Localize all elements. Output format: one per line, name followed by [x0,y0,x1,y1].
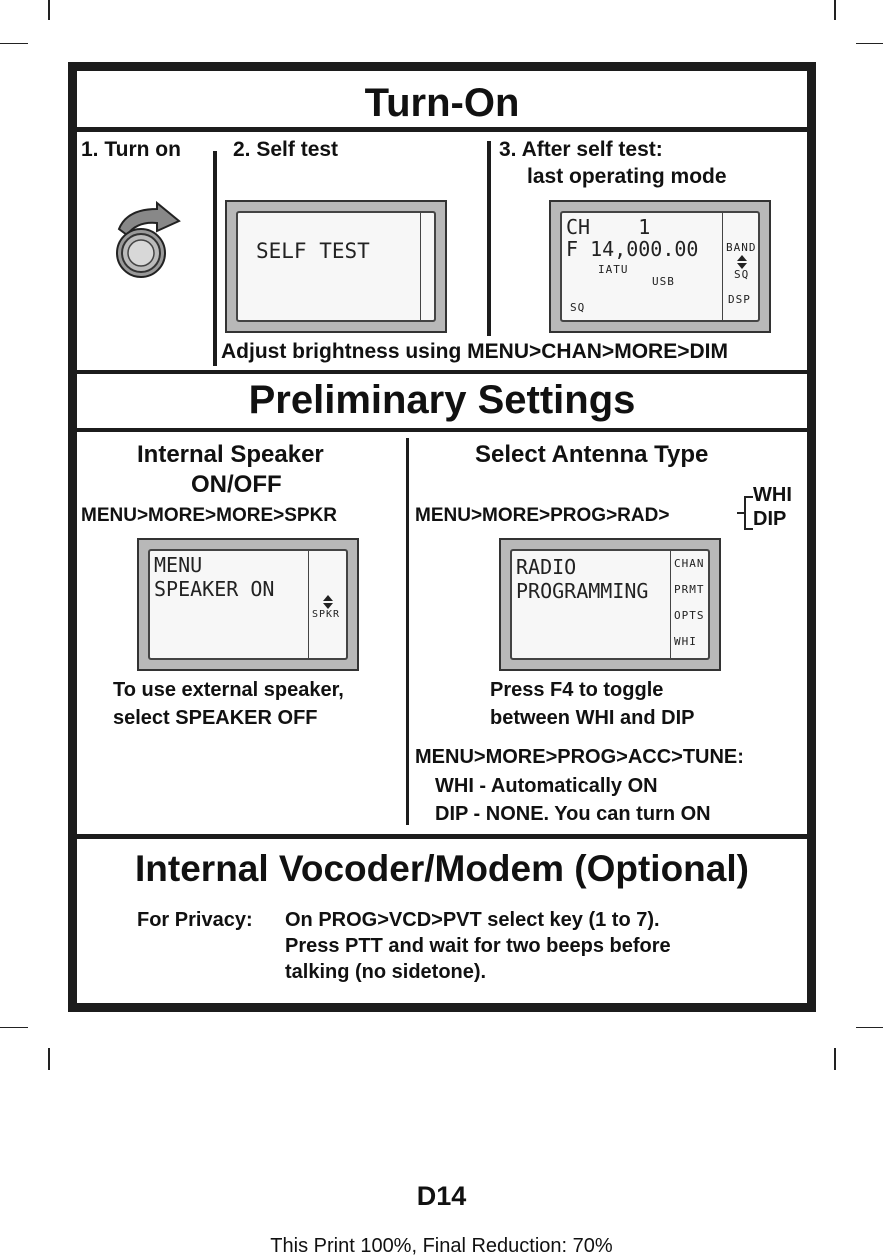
brightness-note: Adjust brightness using MENU>CHAN>MORE>DIM [221,340,728,363]
divider [77,370,807,374]
antenna-option-dip: DIP [753,508,787,530]
radio-display-line1: RADIO [516,555,577,579]
divider [213,151,217,366]
crop-mark [834,0,836,20]
speaker-note-line1: To use external speaker, [113,679,344,701]
display-separator [670,551,671,658]
antenna-menu-path: MENU>MORE>PROG>RAD> [415,505,670,526]
page-number: D14 [416,1181,467,1211]
turn-on-title: Turn-On [364,81,520,125]
up-down-arrow-icon [322,595,334,609]
tune-menu-path: MENU>MORE>PROG>ACC>TUNE: [415,746,744,768]
self-test-display [225,200,447,333]
frequency-readout: F 14,000.00 [566,237,699,261]
power-knob-icon [105,199,189,279]
up-down-arrow-icon [736,255,748,269]
sq-indicator: SQ [570,301,586,314]
softkey-sq: SQ [734,268,750,281]
softkey-dsp: DSP [728,293,751,306]
softkey-prmt: PRMT [674,583,705,596]
crop-mark [0,1027,28,1028]
softkey-opts: OPTS [674,609,705,622]
crop-mark [856,1027,883,1028]
speaker-display [137,538,359,671]
channel-readout: CH 1 [566,215,651,239]
speaker-note-line2: select SPEAKER OFF [113,707,318,729]
speaker-display-line2: SPEAKER ON [154,577,275,601]
crop-mark [834,1048,836,1070]
antenna-note-line1: Press F4 to toggle [490,679,664,701]
divider [77,428,807,432]
display-separator [308,551,309,658]
speaker-heading: Internal Speaker [137,441,324,468]
radio-display-line2: PROGRAMMING [516,579,649,603]
antenna-heading: Select Antenna Type [475,441,709,468]
speaker-heading-sub: ON/OFF [191,471,282,498]
antenna-option-whi: WHI [753,484,792,506]
step-1-label: 1. Turn on [81,138,181,161]
radio-programming-display [499,538,721,671]
softkey-spkr: SPKR [312,609,341,620]
divider [77,127,807,132]
speaker-menu-path: MENU>MORE>MORE>SPKR [81,505,338,526]
iatu-indicator: IATU [598,263,629,276]
vocoder-title: Internal Vocoder/Modem (Optional) [135,848,749,889]
display-separator [420,213,421,320]
preliminary-settings-title: Preliminary Settings [248,378,636,422]
usb-indicator: USB [652,275,675,288]
antenna-note-line2: between WHI and DIP [490,707,695,729]
crop-mark [856,43,883,44]
softkey-whi: WHI [674,635,697,648]
privacy-line1: On PROG>VCD>PVT select key (1 to 7). [285,909,660,931]
privacy-label: For Privacy: [137,909,253,931]
privacy-line2: Press PTT and wait for two beeps before [285,935,671,957]
quick-reference-card [68,62,816,1012]
softkey-band: BAND [726,241,757,254]
step-3-label: 3. After self test: [499,138,663,161]
speaker-display-line1: MENU [154,553,203,577]
tune-whi-note: WHI - Automatically ON [435,775,658,797]
step-2-label: 2. Self test [233,138,339,161]
privacy-line3: talking (no sidetone). [285,961,487,983]
crop-mark [0,43,28,44]
divider [487,141,491,336]
print-note: This Print 100%, Final Reduction: 70% [270,1235,613,1257]
display-separator [722,213,723,320]
divider [77,834,807,839]
operating-mode-display [549,200,771,333]
crop-mark [48,1048,50,1070]
step-3-sublabel: last operating mode [527,165,727,188]
self-test-text: SELF TEST [256,239,370,263]
divider [406,438,409,825]
softkey-chan: CHAN [674,557,705,570]
crop-mark [48,0,50,20]
tune-dip-note: DIP - NONE. You can turn ON [435,803,711,825]
